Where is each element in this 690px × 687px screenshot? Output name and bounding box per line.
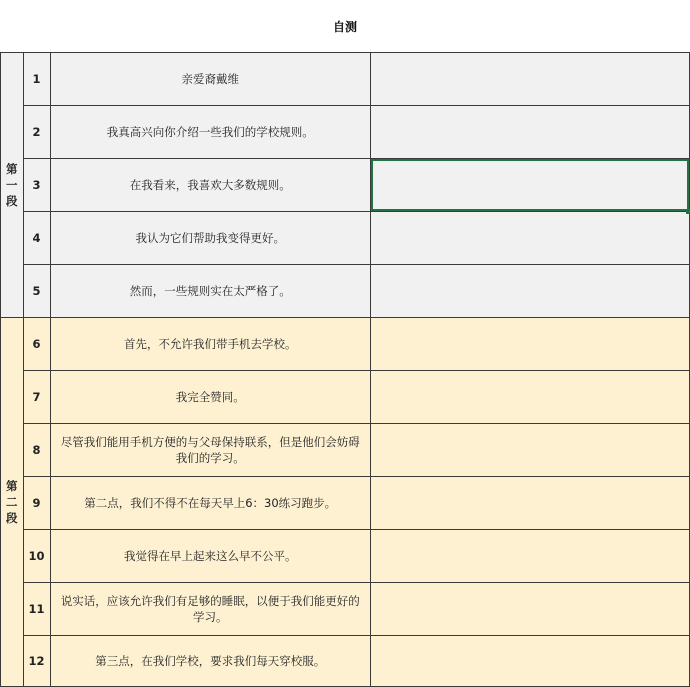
sentence-cell[interactable]: 第三点，在我们学校，要求我们每天穿校服。 xyxy=(50,636,370,687)
sentence-cell[interactable]: 亲爱裔戴维 xyxy=(50,53,370,106)
sentence-cell[interactable]: 在我看来，我喜欢大多数规则。 xyxy=(50,159,370,212)
section-label-2[interactable]: 第 二 段 xyxy=(1,318,24,687)
answer-cell[interactable] xyxy=(370,265,689,318)
answer-cell[interactable] xyxy=(370,583,689,636)
answer-cell[interactable] xyxy=(370,530,689,583)
table-row xyxy=(1,424,690,477)
table-row xyxy=(1,53,690,106)
row-number-cell[interactable]: 10 xyxy=(23,530,50,583)
table-row xyxy=(1,636,690,687)
answer-cell[interactable] xyxy=(370,53,689,106)
table-row xyxy=(1,371,690,424)
sentence-cell[interactable]: 说实话，应该允许我们有足够的睡眠，以便于我们能更好的学习。 xyxy=(50,583,370,636)
table-row xyxy=(1,477,690,530)
answer-cell[interactable] xyxy=(370,371,689,424)
table-row xyxy=(1,318,690,371)
row-number-cell[interactable]: 2 xyxy=(23,106,50,159)
table-row xyxy=(1,265,690,318)
sentence-cell[interactable]: 然而，一些规则实在太严格了。 xyxy=(50,265,370,318)
answer-cell[interactable] xyxy=(370,106,689,159)
answer-cell[interactable] xyxy=(370,477,689,530)
row-number-cell[interactable]: 8 xyxy=(23,424,50,477)
row-number-cell[interactable]: 4 xyxy=(23,212,50,265)
row-number-cell[interactable]: 11 xyxy=(23,583,50,636)
table-row xyxy=(1,106,690,159)
row-number-cell[interactable]: 7 xyxy=(23,371,50,424)
table-row xyxy=(1,583,690,636)
fill-handle[interactable] xyxy=(686,209,690,214)
answer-cell[interactable] xyxy=(370,212,689,265)
sentence-cell[interactable]: 尽管我们能用手机方便的与父母保持联系，但是他们会妨碍我们的学习。 xyxy=(50,424,370,477)
row-number-cell[interactable]: 6 xyxy=(23,318,50,371)
sentence-cell[interactable]: 第二点，我们不得不在每天早上6：30练习跑步。 xyxy=(50,477,370,530)
answer-cell[interactable] xyxy=(370,318,689,371)
table-row xyxy=(1,530,690,583)
table-row xyxy=(1,159,690,212)
answer-cell[interactable] xyxy=(370,424,689,477)
row-number-cell[interactable]: 9 xyxy=(23,477,50,530)
sheet-table xyxy=(0,52,690,687)
sheet-title: 自测 xyxy=(332,19,357,34)
row-number-cell[interactable]: 12 xyxy=(23,636,50,687)
sentence-cell[interactable]: 我认为它们帮助我变得更好。 xyxy=(50,212,370,265)
sentence-cell[interactable]: 我完全赞同。 xyxy=(50,371,370,424)
row-number-cell[interactable]: 3 xyxy=(23,159,50,212)
section-label-1[interactable]: 第 一 段 xyxy=(1,53,24,318)
sentence-cell[interactable]: 我真高兴向你介绍一些我们的学校规则。 xyxy=(50,106,370,159)
table-row xyxy=(1,212,690,265)
row-number-cell[interactable]: 1 xyxy=(23,53,50,106)
sentence-cell[interactable]: 我觉得在早上起来这么早不公平。 xyxy=(50,530,370,583)
answer-cell[interactable] xyxy=(370,636,689,687)
selected-answer-cell[interactable] xyxy=(370,159,689,212)
sentence-cell[interactable]: 首先，不允许我们带手机去学校。 xyxy=(50,318,370,371)
row-number-cell[interactable]: 5 xyxy=(23,265,50,318)
